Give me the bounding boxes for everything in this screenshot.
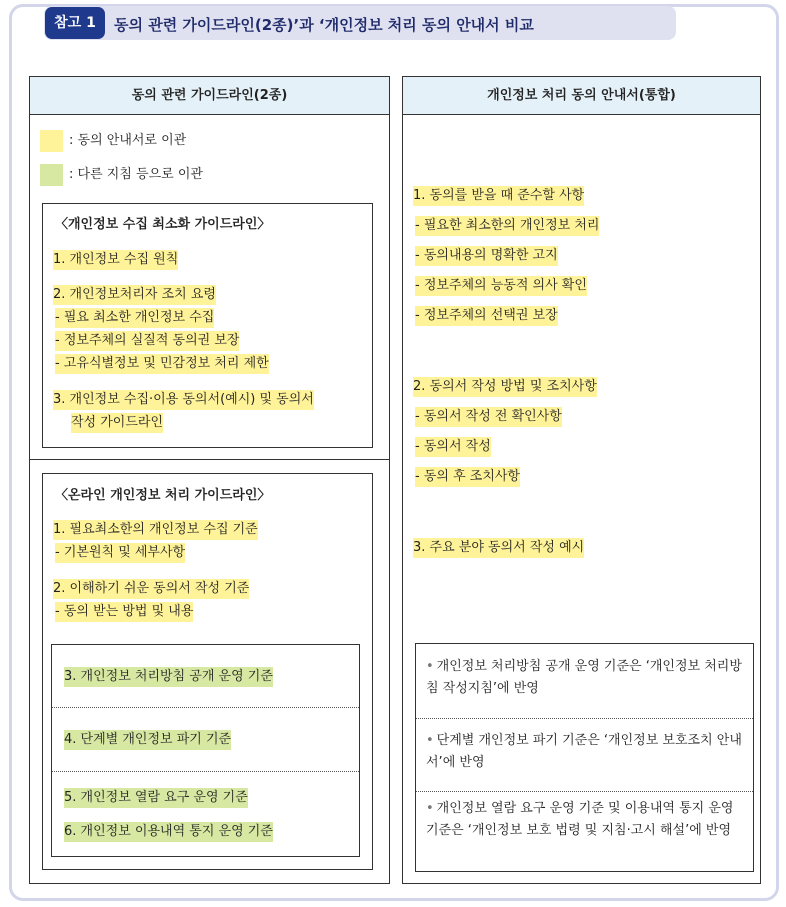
list-item: 1. 필요최소한의 개인정보 수집 기준 xyxy=(53,520,258,540)
minimization-guideline-title: 〈개인정보 수집 최소화 가이드라인〉 xyxy=(55,217,271,232)
transferred-items-box xyxy=(51,644,360,857)
divider xyxy=(416,718,753,719)
online-guideline-title: 〈온라인 개인정보 처리 가이드라인〉 xyxy=(55,488,271,503)
left-column-heading: 동의 관련 가이드라인(2종) xyxy=(30,77,389,115)
list-item: 1. 개인정보 수집 원칙 xyxy=(53,250,178,270)
note-item xyxy=(426,730,743,774)
list-item: - 정보주체의 능동적 의사 확인 xyxy=(415,276,587,296)
list-item: 3. 개인정보 수집·이용 동의서(예시) 및 동의서 xyxy=(53,390,314,410)
divider xyxy=(52,707,359,708)
list-item: - 필요한 최소한의 개인정보 처리 xyxy=(415,216,599,236)
left-column-lower xyxy=(29,460,390,884)
list-item: 3. 개인정보 처리방침 공개 운영 기준 xyxy=(64,667,273,687)
bullet-icon: • xyxy=(426,801,434,816)
list-item: 작성 가이드라인 xyxy=(71,413,163,433)
note-text: 개인정보 처리방침 공개 운영 기준은 ‘개인정보 처리방침 작성지침’에 반영 xyxy=(426,659,742,696)
right-column-heading: 개인정보 처리 동의 안내서(통합) xyxy=(403,77,760,115)
list-item: - 정보주체의 실질적 동의권 보장 xyxy=(55,331,239,351)
note-item xyxy=(426,798,743,842)
minimization-guideline-box xyxy=(42,203,373,448)
legend-green-swatch xyxy=(40,164,63,186)
list-item: - 동의내용의 명확한 고지 xyxy=(415,246,558,266)
list-item: 2. 이해하기 쉬운 동의서 작성 기준 xyxy=(53,579,249,599)
list-item: 2. 개인정보처리자 조치 요령 xyxy=(53,285,216,305)
list-item: - 동의서 작성 xyxy=(415,437,491,457)
section-tag: 참고 1 xyxy=(45,7,105,39)
online-guideline-box xyxy=(42,473,373,870)
bullet-icon: • xyxy=(426,659,434,674)
divider xyxy=(416,791,753,792)
list-item: - 동의서 작성 전 확인사항 xyxy=(415,407,562,427)
list-item: 6. 개인정보 이용내역 통지 운영 기준 xyxy=(64,822,273,842)
legend-yellow-label: : 동의 안내서로 이관 xyxy=(69,133,187,148)
legend-yellow-swatch xyxy=(40,130,63,152)
list-item: - 필요 최소한 개인정보 수집 xyxy=(55,308,214,328)
list-item: 3. 주요 분야 동의서 작성 예시 xyxy=(413,538,584,558)
note-item xyxy=(426,656,743,700)
note-text: 단계별 개인정보 파기 기준은 ‘개인정보 보호조치 안내서’에 반영 xyxy=(426,733,742,770)
note-text: 개인정보 열람 요구 운영 기준 및 이용내역 통지 운영 기준은 ‘개인정보 보호 법령 및 지침·고시 해설’에 반영 xyxy=(426,801,734,838)
list-item: - 동의 받는 방법 및 내용 xyxy=(55,602,193,622)
bullet-icon: • xyxy=(426,733,434,748)
notes-box xyxy=(415,643,754,872)
list-item: 4. 단계별 개인정보 파기 기준 xyxy=(64,730,231,750)
left-column xyxy=(29,76,390,460)
list-item: 1. 동의를 받을 때 준수할 사항 xyxy=(413,186,584,206)
list-item: 5. 개인정보 열람 요구 운영 기준 xyxy=(64,788,248,808)
list-item: 2. 동의서 작성 방법 및 조치사항 xyxy=(413,377,597,397)
list-item: - 동의 후 조치사항 xyxy=(415,467,520,487)
divider xyxy=(52,771,359,772)
legend-green-label: : 다른 지침 등으로 이관 xyxy=(69,167,203,182)
list-item: - 정보주체의 선택권 보장 xyxy=(415,306,558,326)
list-item: - 고유식별정보 및 민감정보 처리 제한 xyxy=(55,354,269,374)
right-column xyxy=(402,76,761,884)
page-title: 동의 관련 가이드라인(2종)’과 ‘개인정보 처리 동의 안내서 비교 xyxy=(114,16,534,34)
legend-green xyxy=(40,163,203,186)
legend-yellow xyxy=(40,129,186,152)
list-item: - 기본원칙 및 세부사항 xyxy=(55,543,185,563)
